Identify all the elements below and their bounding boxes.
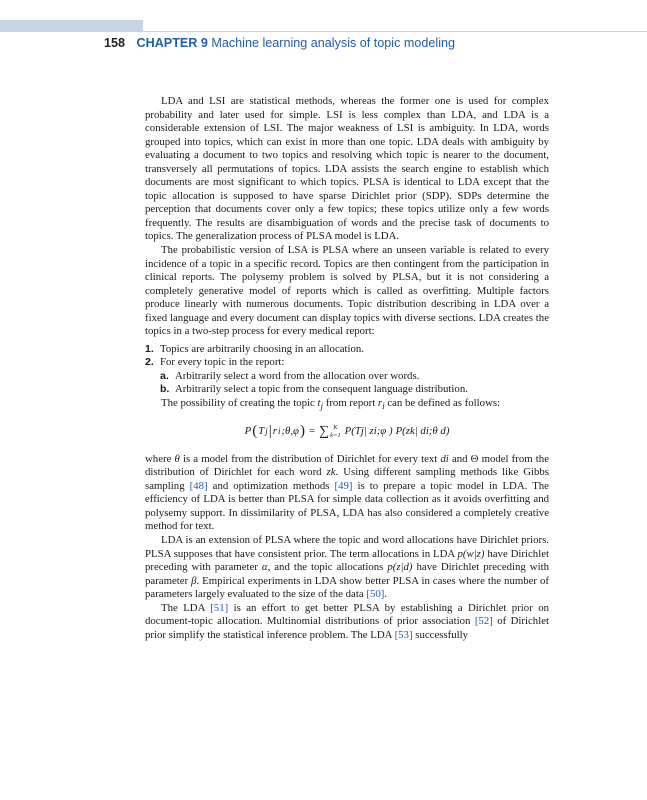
sub-list-item-text: Arbitrarily select a word from the allocation over words. bbox=[175, 369, 420, 382]
list-item-text: For every topic in the report: bbox=[160, 356, 285, 369]
header-rule bbox=[0, 31, 647, 32]
step-list bbox=[145, 343, 549, 397]
list-item bbox=[145, 343, 549, 357]
paragraph-4: where θ is a model from the distribution of Dirichlet for every text di and Θ model from the distribution of Dirichlet for each word zk. Using different sampling methods like Gibbs sampling [48] and optimization methods [49] is to prepare a topic model in LDA. The efficiency of LDA is better than PLSA for simple data collection as it avoids overfitting and polysemy support. In dissimilarity of PLSA, LDA has also considered a completely creative method for text. bbox=[145, 452, 550, 533]
eq-term-2: P(zk| di;θ d) bbox=[395, 424, 450, 437]
running-header bbox=[104, 36, 455, 50]
paragraph-3: The possibility of creating the topic $t_j$ from report $r_i$ can be defined as follows: bbox=[161, 397, 501, 412]
list-item-text: Topics are arbitrarily choosing in an allocation. bbox=[160, 342, 365, 355]
sub-list-letter: a. bbox=[160, 369, 169, 382]
eq-term-1: P(Tj| zi;φ ) bbox=[344, 424, 393, 437]
paragraph-2: The probabilistic version of LSA is PLSA where an unseen variable is related to every incidence of a topic in a specific record. Topics are then contingent from the participation in clinical reports. The polysemy problem is solved by PLSA, but it is not considering a completely generative model of reports which is called as overfitting. Multiple factors produce linearly with numerous documents. Topic distribution describing in LDA over a fixed language and every document can display topics with diverse sections. LDA creates the topics in a two-step process for every medical report: bbox=[145, 244, 549, 338]
sub-list-letter: b. bbox=[160, 383, 170, 396]
paragraph-5: LDA is an extension of PLSA where the topic and word allocations have Dirichlet priors. PLSA supposes that have consistent prior. The term allocations in LDA p(w|z) have Dirichlet preceding with parameter α, and the topic allocations p(z|d) have Dirichlet preceding with parameter β. Empirical experiments in LDA show better PLSA in cases where the number of parameters largely evaluated to the size of the data [50]. bbox=[145, 534, 549, 601]
sub-list-item bbox=[160, 383, 549, 397]
paragraph-6: The LDA [51] is an effort to get better PLSA by establishing a Dirichlet prior on document-topic allocation. Multinomial distributions of prior association [52] of Dirichlet prior simplify the statistical inference problem. The LDA [53] successfully bbox=[145, 601, 549, 641]
eq-lhs-p: P bbox=[244, 424, 252, 437]
page-number: 158 bbox=[104, 36, 126, 50]
sub-list bbox=[160, 370, 549, 397]
list-number: 1. bbox=[145, 342, 154, 355]
chapter-label: CHAPTER 9 bbox=[136, 36, 208, 50]
sum-symbol: ∑ K k=1 bbox=[319, 423, 341, 439]
eq-equals: = bbox=[309, 424, 316, 437]
sub-list-item bbox=[160, 370, 549, 384]
citation-link[interactable]: [48] bbox=[189, 479, 208, 492]
citation-link[interactable]: [49] bbox=[334, 479, 353, 492]
citation-link[interactable]: [52] bbox=[474, 615, 493, 628]
citation-link[interactable]: [50] bbox=[366, 588, 385, 601]
list-item bbox=[145, 356, 549, 397]
equation: P ( T j | r i ;θ,φ ) = ∑ K k=1 P(Tj| zi;φ ) P(zk| di;θ d) bbox=[244, 422, 450, 439]
body-text bbox=[145, 95, 549, 642]
paragraph-1: LDA and LSI are statistical methods, whereas the former one is used for complex probability and later used for simple. LSI is less complex than LDA, and LDA is a considerable extension of LSI. The major weakness of LSI is ambiguity. In LDA, words grouped into topics, which can exist in more than one topic. LDA deals with ambiguity by evaluating a document to two topics and resolving which topic is nearer to the document, transversely all permutations of topics. LDA assists the search engine to establish which documents are most significant to which topics. PLSA is identical to LDA except that the topic allocation is supposed to have sparse Dirichlet prior (SDP). SDPs determine the perception that documents cover only a few topics; these topics utilize only a few words frequently. The results are disambiguation of words and the precise task of documents to topics. The generalization process of PLSA model is LDA. bbox=[145, 95, 549, 243]
sub-list-item-text: Arbitrarily select a topic from the consequent language distribution. bbox=[175, 383, 468, 396]
list-number: 2. bbox=[145, 356, 154, 369]
chapter-title: Machine learning analysis of topic modeling bbox=[211, 36, 456, 50]
citation-link[interactable]: [51] bbox=[210, 601, 229, 614]
citation-link[interactable]: [53] bbox=[394, 628, 413, 641]
